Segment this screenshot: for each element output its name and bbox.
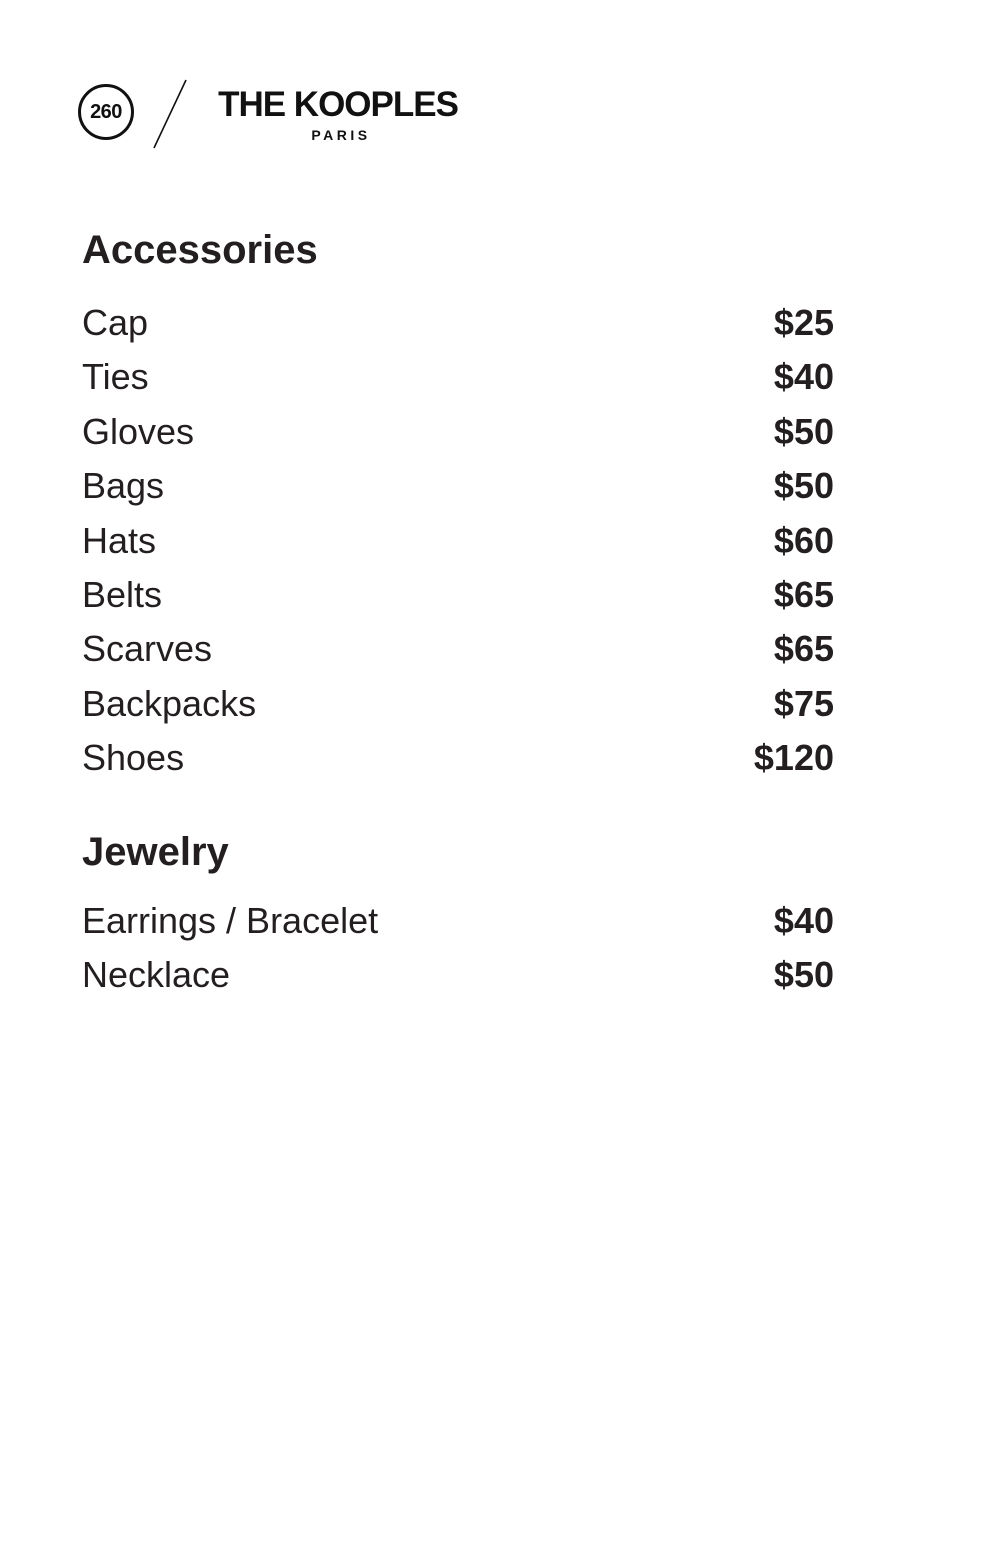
item-price: $60 [773, 519, 834, 561]
item-price: $50 [773, 410, 834, 452]
item-price: $65 [773, 628, 834, 670]
item-price: $65 [773, 573, 834, 615]
section-jewelry [82, 828, 834, 1003]
list-item [82, 405, 834, 459]
list-item [82, 948, 834, 1002]
section-accessories [82, 226, 834, 786]
item-price: $50 [773, 954, 834, 996]
item-price: $40 [773, 356, 834, 398]
divider-slash-icon [150, 78, 190, 150]
list-item [82, 677, 834, 731]
item-name: Scarves [82, 628, 213, 670]
brand-name: THE KOOPLES [218, 85, 458, 124]
brand-logo [206, 86, 470, 144]
item-name: Necklace [82, 954, 231, 996]
store-number-badge: 260 [78, 84, 134, 140]
price-list [82, 894, 834, 1003]
item-price: $75 [773, 682, 834, 724]
header [78, 78, 498, 153]
list-item [82, 731, 834, 785]
list-item [82, 568, 834, 622]
item-name: Bags [82, 465, 165, 507]
item-name: Hats [82, 519, 157, 561]
list-item [82, 514, 834, 568]
brand-subtitle: PARIS [311, 127, 371, 143]
section-title: Jewelry [82, 830, 229, 874]
item-price: $50 [773, 465, 834, 507]
price-list [82, 296, 834, 786]
item-name: Cap [82, 302, 149, 343]
list-item [82, 296, 834, 350]
list-item [82, 350, 834, 404]
item-price: $40 [773, 900, 834, 941]
list-item [82, 459, 834, 513]
item-name: Ties [82, 356, 149, 398]
item-price: $25 [773, 302, 834, 343]
section-title: Accessories [82, 228, 318, 272]
list-item [82, 894, 834, 948]
item-name: Earrings / Bracelet [82, 900, 379, 941]
list-item [82, 622, 834, 676]
item-name: Shoes [82, 737, 185, 779]
item-name: Backpacks [82, 682, 257, 724]
item-name: Gloves [82, 410, 195, 452]
item-price: $120 [753, 737, 834, 779]
item-name: Belts [82, 573, 163, 615]
